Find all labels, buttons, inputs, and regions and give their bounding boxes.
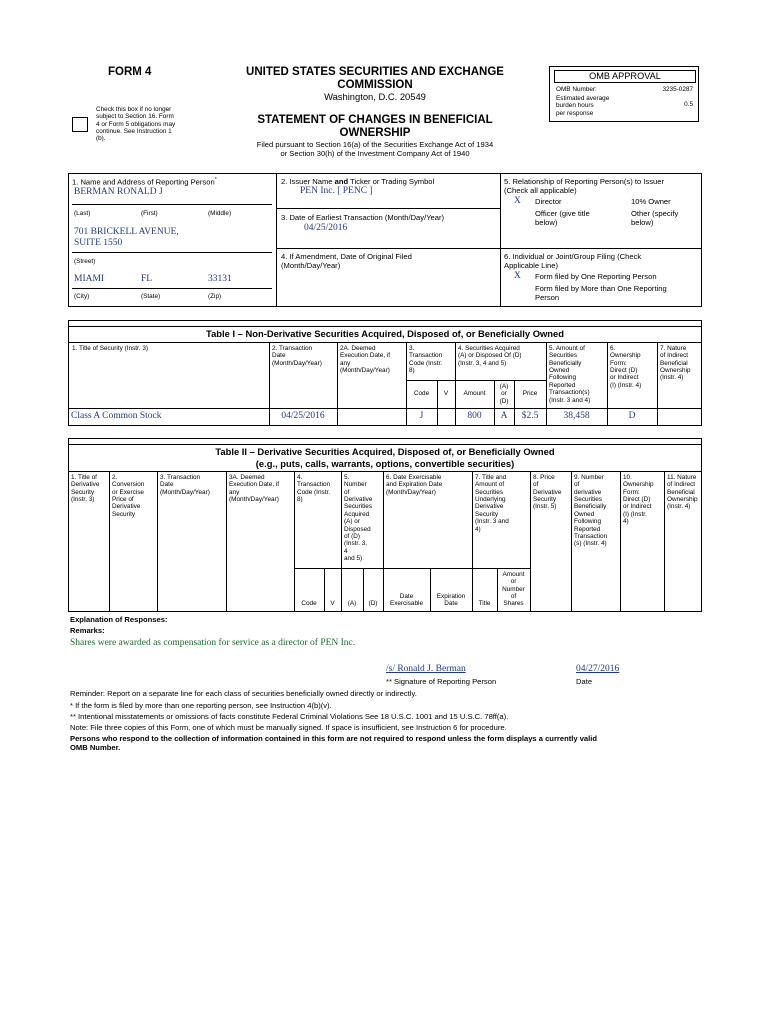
t2-sub-d: (D) xyxy=(368,600,378,607)
t1-sub-amount: Amount xyxy=(463,390,486,397)
relationship-label: 5. Relationship of Reporting Person(s) to Issuer (Check all applicable) xyxy=(504,177,664,196)
t2-h5: 5. Number of Derivative Securities Acquired (A) or Disposed of (D) (Instr. 3, 4 and 5) xyxy=(344,474,373,562)
t2-sub-title: Title xyxy=(478,600,491,607)
one-person-mark[interactable]: X xyxy=(514,271,521,281)
row-owned-following: 38,458 xyxy=(563,411,590,421)
zip-label: (Zip) xyxy=(208,293,222,300)
t2-h2: 2. Conversion or Exercise Price of Derivative Security xyxy=(112,474,145,518)
street-label: (Street) xyxy=(74,258,96,265)
t2-h4: 4. Transaction Code (Instr. 8) xyxy=(297,474,331,504)
director-label: Director xyxy=(535,197,562,206)
more-persons-label: Form filed by More than One Reporting Person xyxy=(535,284,667,303)
issuer-label: 2. Issuer Name and Ticker or Trading Symbol xyxy=(281,177,435,186)
note-multiple-persons: * If the form is filed by more than one reporting person, see Instruction 4(b)(v). xyxy=(70,701,332,710)
t1-h1: 1. Title of Security (Instr. 3) xyxy=(72,345,149,352)
t2-h3a: 3A. Deemed Execution Date, if any (Month/Day/Year) xyxy=(229,474,280,504)
omb-title: OMB APPROVAL xyxy=(554,70,696,83)
filed-line2: or Section 30(h) of the Investment Company Act of 1940 xyxy=(280,149,470,158)
street-line2: SUITE 1550 xyxy=(74,238,123,248)
t2-h8: 8. Price of Derivative Security (Instr. 5) xyxy=(533,474,562,511)
t1-h2a: 2A. Deemed Execution Date, if any (Month/Day/Year) xyxy=(340,345,391,375)
t1-sub-ad: (A) or (D) xyxy=(499,383,509,405)
officer-label: Officer (give title below) xyxy=(535,209,590,228)
city-label: (City) xyxy=(74,293,90,300)
reporting-person-name: BERMAN RONALD J xyxy=(74,187,163,197)
first-label: (First) xyxy=(141,210,158,217)
agency-location: Washington, D.C. 20549 xyxy=(324,91,426,102)
t2-h1: 1. Title of Derivative Security (Instr. 3) xyxy=(71,474,100,504)
row-code: J xyxy=(419,411,424,421)
t2-h6: 6. Date Exercisable and Expiration Date (Month/Day/Year) xyxy=(386,474,443,496)
t2-sub-exercisable: Date Exercisable xyxy=(389,593,424,608)
state-label: (State) xyxy=(141,293,161,300)
signature-date: 04/27/2016 xyxy=(576,664,620,674)
t1-h4: 4. Securities Acquired (A) or Disposed Of (D) (Instr. 3, 4 and 5) xyxy=(458,345,522,367)
t1-h2: 2. Transaction Date (Month/Day/Year) xyxy=(272,345,322,367)
earliest-transaction-date: 04/25/2016 xyxy=(304,223,348,233)
issuer-name: PEN Inc. [ PENC ] xyxy=(300,186,373,196)
t2-sub-amount: Amount or Number of Shares xyxy=(502,571,525,608)
statement-line1: STATEMENT OF CHANGES IN BENEFICIAL xyxy=(257,114,493,126)
omb-approval-box xyxy=(549,66,699,122)
t1-h3: 3. Transaction Code (Instr. 8) xyxy=(409,345,443,375)
date-label: Date xyxy=(576,677,593,686)
note-copies: Note: File three copies of this Form, one of which must be manually signed. If space is insufficient, see Instruction 6 for procedure. xyxy=(70,723,507,732)
t2-h10: 10. Ownership Form: Direct (D) or Indirect (I) (Instr. 4) xyxy=(623,474,654,526)
row-ownership-form: D xyxy=(628,411,636,421)
reporting-person-label: 1. Name and Address of Reporting Person* xyxy=(72,177,217,187)
omb-burden-label: Estimated average burden hours per response xyxy=(556,95,610,117)
omb-number-label: OMB Number: xyxy=(556,86,597,93)
row-amount: 800 xyxy=(467,411,482,421)
statement-line2: OWNERSHIP xyxy=(339,127,411,139)
remarks-label: Remarks: xyxy=(70,626,105,635)
t1-h7: 7. Nature of Indirect Beneficial Ownership (Instr. 4) xyxy=(660,345,691,382)
director-mark[interactable]: X xyxy=(514,196,521,206)
row-transaction-date: 04/25/2016 xyxy=(281,411,325,421)
t2-sub-a: (A) xyxy=(347,600,357,607)
row-acquired-disposed: A xyxy=(500,411,508,421)
form-title: FORM 4 xyxy=(108,66,152,78)
section16-checkbox[interactable] xyxy=(72,117,88,132)
t2-h7: 7. Title and Amount of Securities Underlying Derivative Security (Instr. 3 and 4) xyxy=(475,474,509,533)
agency-line1: UNITED STATES SECURITIES AND EXCHANGE xyxy=(246,66,504,78)
t2-sub-v: V xyxy=(330,600,335,607)
amendment-label: 4. If Amendment, Date of Original Filed (Month/Day/Year) xyxy=(281,252,412,271)
t2-h9: 9. Number of derivative Securities Beneficially Owned Following Reported Transaction (s) (Instr. 4) xyxy=(574,474,608,548)
section16-checkbox-text: Check this box if no longer subject to Section 16. Form 4 or Form 5 obligations may continue. See Instruction 1 (b). xyxy=(96,106,176,143)
last-label: (Last) xyxy=(74,210,91,217)
row-price: $2.5 xyxy=(521,411,539,421)
table1-title: Table I – Non-Derivative Securities Acquired, Disposed of, or Beneficially Owned xyxy=(206,328,564,339)
t1-sub-price: Price xyxy=(522,390,538,397)
reminder-text: Reminder: Report on a separate line for each class of securities beneficially owned directly or indirectly. xyxy=(70,689,417,698)
row-security-title: Class A Common Stock xyxy=(71,411,162,421)
t1-h6: 6. Ownership Form: Direct (D) or Indirect (I) (Instr. 4) xyxy=(610,345,642,389)
t1-sub-v: V xyxy=(443,390,449,397)
signature-label: ** Signature of Reporting Person xyxy=(386,677,497,686)
t2-h11: 11. Nature of Indirect Beneficial Ownership (Instr. 4) xyxy=(667,474,698,511)
filed-line1: Filed pursuant to Section 16(a) of the Securities Exchange Act of 1934 xyxy=(256,140,494,149)
t1-h5: 5. Amount of Securities Beneficially Owned Following Reported Transaction(s) (Instr. 3 and 4) xyxy=(549,345,591,404)
one-person-label: Form filed by One Reporting Person xyxy=(535,272,657,281)
omb-burden-value: 0.5 xyxy=(684,101,693,108)
earliest-transaction-label: 3. Date of Earliest Transaction (Month/Day/Year) xyxy=(281,213,445,222)
omb-number-value: 3235-0287 xyxy=(662,86,693,93)
state-value: FL xyxy=(141,274,153,284)
remarks-text: Shares were awarded as compensation for service as a director of PEN Inc. xyxy=(70,638,356,648)
persons-notice: Persons who respond to the collection of information contained in this form are not required to respond unless the form displays a currently valid OMB Number. xyxy=(70,734,597,753)
table2-title1: Table II – Derivative Securities Acquired, Disposed of, or Beneficially Owned xyxy=(215,446,555,457)
city-value: MIAMI xyxy=(74,274,105,284)
explanation-label: Explanation of Responses: xyxy=(70,615,168,624)
middle-label: (Middle) xyxy=(208,210,232,217)
t2-sub-expiration: Expiration Date xyxy=(436,593,466,608)
zip-value: 33131 xyxy=(208,274,232,284)
t2-sub-code: Code xyxy=(301,600,317,607)
agency-line2: COMMISSION xyxy=(337,79,413,91)
other-label: Other (specify below) xyxy=(631,209,679,228)
ten-percent-owner-label: 10% Owner xyxy=(631,197,671,206)
t2-h3: 3. Transaction Date (Month/Day/Year) xyxy=(160,474,210,496)
street-line1: 701 BRICKELL AVENUE, xyxy=(74,227,179,237)
table2-title2: (e.g., puts, calls, warrants, options, convertible securities) xyxy=(255,458,515,469)
signature-value: /s/ Ronald J. Berman xyxy=(386,664,466,674)
filing-label: 6. Individual or Joint/Group Filing (Check Applicable Line) xyxy=(504,252,642,271)
t1-sub-code: Code xyxy=(413,390,430,397)
note-misstatements: ** Intentional misstatements or omissions of facts constitute Federal Criminal Violations See 18 U.S.C. 1001 and 15 U.S.C. 78ff(a). xyxy=(70,712,509,721)
